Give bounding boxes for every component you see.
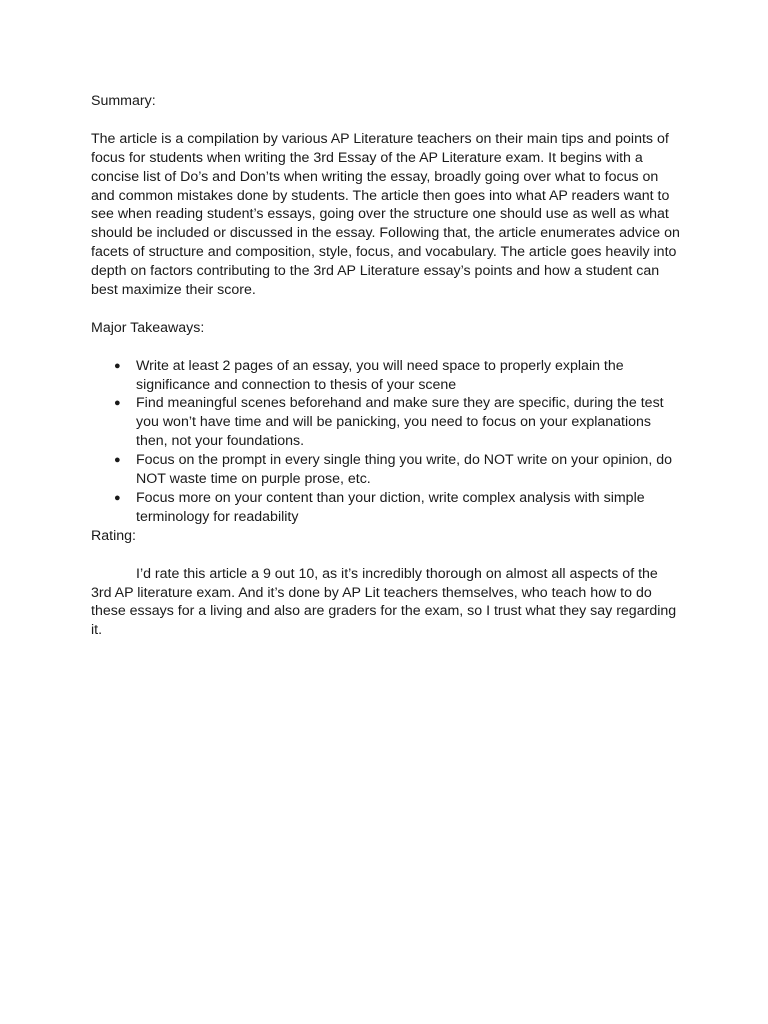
paragraph-gap: [91, 338, 681, 357]
takeaway-text: Find meaningful scenes beforehand and make sure they are specific, during the test you won’t have time and will be panicking, you need to focus on your explanations then, not your foundations.: [136, 395, 664, 450]
paragraph-gap: [91, 111, 681, 130]
bullet-icon: ●: [114, 491, 121, 504]
takeaways-list: [91, 357, 681, 527]
bullet-icon: ●: [114, 359, 121, 372]
rating-heading: Rating:: [91, 527, 136, 544]
takeaway-item: [91, 489, 681, 527]
takeaway-text: Focus on the prompt in every single thing you write, do NOT write on your opinion, do NOT waste time on purple prose, etc.: [136, 452, 672, 488]
summary-heading: Summary:: [91, 93, 156, 109]
takeaways-heading: Major Takeaways:: [91, 319, 205, 336]
takeaway-text: Write at least 2 pages of an essay, you will need space to properly explain the significance and connection to thesis of your scene: [136, 357, 624, 393]
takeaway-item: [91, 451, 681, 489]
paragraph-gap: [91, 300, 681, 319]
summary-paragraph: The article is a compilation by various AP Literature teachers on their main tips and points of focus for students when writing the 3rd Essay of the AP Literature exam. It begins with a concise list of Do’s and Don’ts when writing the essay, broadly going over what to focus on and common mistakes done by students. The article then goes into what AP readers want to see when reading student’s essays, going over the structure one should use as well as what should be included or discussed in the essay. Following that, the article enumerates advice on facets of structure and composition, style, focus, and vocabulary. The article goes heavily into depth on factors contributing to the 3rd AP Literature essay’s points and how a student can best maximize their score.: [91, 130, 680, 299]
takeaway-text: Focus more on your content than your diction, write complex analysis with simple terminology for readability: [136, 489, 645, 525]
rating-paragraph: I’d rate this article a 9 out 10, as it’s incredibly thorough on almost all aspects of the 3rd AP literature exam. And it’s done by AP Lit teachers themselves, who teach how to do these essays for a living and also are graders for the exam, so I trust what they say regarding it.: [91, 565, 677, 639]
bullet-icon: ●: [114, 397, 121, 410]
takeaway-item: [91, 394, 681, 451]
paragraph-gap: [91, 546, 681, 565]
bullet-icon: ●: [114, 454, 121, 467]
document-body: [91, 92, 681, 640]
takeaway-item: [91, 357, 681, 395]
